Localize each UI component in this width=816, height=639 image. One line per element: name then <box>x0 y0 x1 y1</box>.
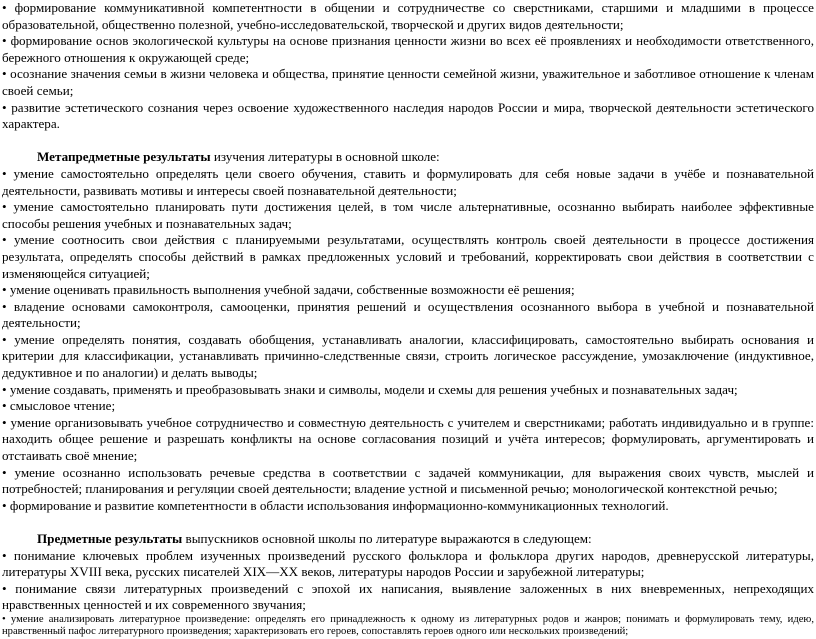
list-item: • умение создавать, применять и преобразовывать знаки и символы, модели и схемы для решения учебных и познавательных задач; <box>2 381 738 397</box>
list-item: • умение самостоятельно планировать пути достижения целей, в том числе альтернативные, осознанно выбирать наиболее эффективные способы решения учебных и познавательных задач; <box>2 199 814 231</box>
list-item: • осознание значения семьи в жизни человека и общества, принятие ценности семейной жизни, уважительное и заботливое отношение к членам своей семьи; <box>2 66 814 98</box>
list-item: • понимание ключевых проблем изученных произведений русского фольклора и фольклора других народов, древнерусской литературы, литературы XVIII века, русских писателей XIX—XX веков, литературы народов России и зарубежной литературы; <box>2 547 814 580</box>
list-item: • умение соотносить свои действия с планируемыми результатами, осуществлять контроль своей деятельности в процессе достижения результата, определять способы действий в рамках предложенных условий и требований, корректировать свои действия в соответствии с изменяющейся ситуацией; <box>2 232 814 281</box>
list-item: • умение самостоятельно определять цели своего обучения, ставить и формулировать для себя новые задачи в учёбе и познавательной деятельности, развивать мотивы и интересы своей познавательной деятельности; <box>2 165 814 198</box>
paragraph-gap <box>2 133 814 150</box>
meta-results-list <box>2 166 814 514</box>
list-item: • умение анализировать литературное произведение: определять его принадлежность к одному из литературных родов и жанров; понимать и формулировать тему, идею, нравственный пафос литературного произведения; характеризовать его героев, сопоставлять героев одного или нескольких произведений; <box>2 613 814 638</box>
paragraph-gap <box>2 514 814 531</box>
list-item: • умение организовывать учебное сотрудничество и совместную деятельность с учителем и сверстниками; работать индивидуально и в группе: находить общее решение и разрешать конфликты на основе согласования позиций и учёта интересов; формулировать, аргументировать и отстаивать своё мнение; <box>2 414 814 464</box>
list-item: • развитие эстетического сознания через освоение художественного наследия народов России и мира, творческой деятельности эстетического характера. <box>2 99 814 132</box>
list-item: • формирование и развитие компетентности в области использования информационно-коммуникационных технологий. <box>2 497 669 513</box>
personal-results-list <box>2 0 814 133</box>
subject-results-heading-bold: Предметные результаты <box>37 531 183 546</box>
list-item: • умение осознанно использовать речевые средства в соответствии с задачей коммуникации, для выражения своих чувств, мыслей и потребностей; планирования и регуляции своей деятельности; владение устной и письменной речью; монологической контекстной речью; <box>2 464 814 497</box>
list-item: • умение определять понятия, создавать обобщения, устанавливать аналогии, классифицировать, самостоятельно выбирать основания и критерии для классификации, устанавливать причинно-следственные связи, строить логическое рассуждение, умозаключение (индуктивное, дедуктивное и по аналогии) и делать выводы; <box>2 331 814 381</box>
list-item: • формирование основ экологической культуры на основе признания ценности жизни во всех её проявлениях и необходимости ответственного, бережного отношения к окружающей среде; <box>2 33 814 65</box>
list-item: • умение оценивать правильность выполнения учебной задачи, собственные возможности её решения; <box>2 282 575 298</box>
list-item: • понимание связи литературных произведений с эпохой их написания, выявление заложенных в них вневременных, непреходящих нравственных ценностей и их современного звучания; <box>2 580 814 613</box>
meta-results-heading-text: изучения литературы в основной школе: <box>210 149 440 165</box>
subject-results-heading <box>2 531 814 548</box>
subject-results-list <box>2 548 814 639</box>
meta-results-heading <box>2 149 814 166</box>
list-item: • владение основами самоконтроля, самооценки, принятия решений и осуществления осознанного выбора в учебной и познавательной деятельности; <box>2 298 814 331</box>
list-item: • формирование коммуникативной компетентности в общении и сотрудничестве со сверстниками, старшими и младшими в процессе образовательной, общественно полезной, учебно-исследовательской, творческой и других видов деятельности; <box>2 0 814 32</box>
subject-results-heading-text: выпускников основной школы по литературе выражаются в следующем: <box>182 531 592 546</box>
meta-results-heading-bold: Метапредметные результаты <box>37 149 211 165</box>
list-item: • смысловое чтение; <box>2 398 116 414</box>
